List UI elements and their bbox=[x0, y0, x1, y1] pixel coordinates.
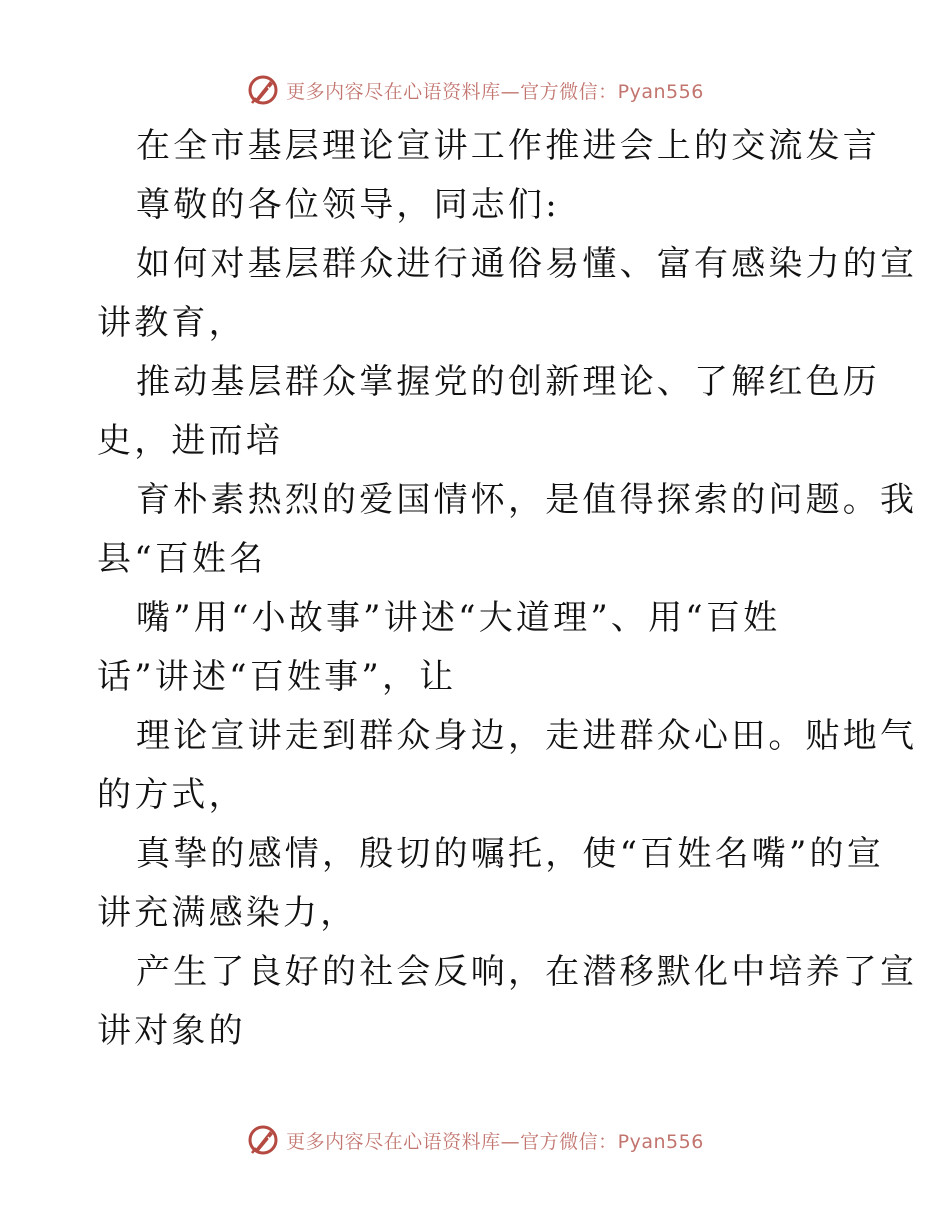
paragraph-line: 嘴”用“小故事”讲述“大道理”、用“百姓 bbox=[136, 598, 781, 638]
salutation: 尊敬的各位领导，同志们: bbox=[136, 185, 560, 225]
paragraph-line: 理论宣讲走到群众身边，走进群众心田。贴地气 bbox=[136, 716, 918, 756]
paragraph-line: 县“百姓名 bbox=[97, 539, 267, 579]
document-title: 在全市基层理论宣讲工作推进会上的交流发言 bbox=[136, 126, 880, 166]
watermark-text: 更多内容尽在心语资料库—官方微信：Pyan556 bbox=[286, 1130, 704, 1153]
paragraph-line: 真挚的感情，殷切的嘱托，使“百姓名嘴”的宣 bbox=[136, 834, 884, 874]
paragraph-line: 育朴素热烈的爱国情怀，是值得探索的问题。我 bbox=[136, 480, 918, 520]
paragraph-line: 的方式， bbox=[97, 775, 246, 815]
watermark-text: 更多内容尽在心语资料库—官方微信：Pyan556 bbox=[286, 80, 704, 103]
paragraph-line: 讲充满感染力， bbox=[97, 893, 358, 933]
paragraph-line: 讲教育， bbox=[97, 303, 246, 343]
paragraph-line: 推动基层群众掌握党的创新理论、了解红色历 bbox=[136, 362, 880, 402]
quill-pen-in-circle-icon bbox=[246, 1123, 280, 1157]
footer-watermark bbox=[0, 1120, 950, 1160]
paragraph-line: 讲对象的 bbox=[97, 1011, 246, 1051]
paragraph-line: 如何对基层群众进行通俗易懂、富有感染力的宣 bbox=[136, 244, 918, 284]
paragraph-line: 产生了良好的社会反响，在潜移默化中培养了宣 bbox=[136, 952, 918, 992]
paragraph-line: 史，进而培 bbox=[97, 421, 283, 461]
paragraph-line: 话”讲述“百姓事”，让 bbox=[97, 657, 457, 697]
